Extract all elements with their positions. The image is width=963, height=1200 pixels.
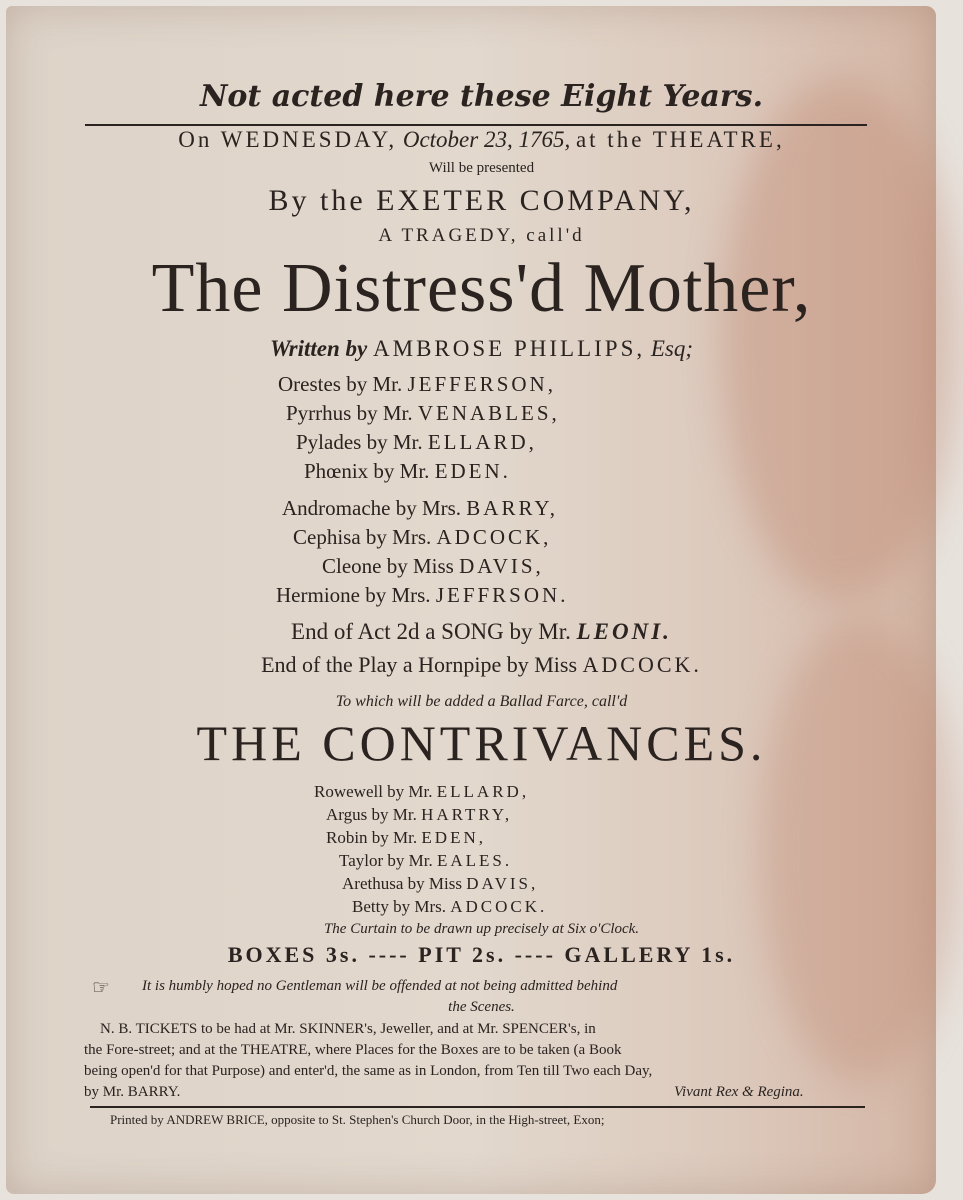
hornpipe-line <box>0 654 963 676</box>
cast-line <box>326 806 512 823</box>
hornpipe-text: End of the Play a Hornpipe by Miss <box>261 652 577 677</box>
cast-line <box>296 432 537 453</box>
farce-intro: To which will be added a Ballad Farce, call'd <box>335 693 628 710</box>
cast-role: Rowewell by Mr. <box>314 782 433 801</box>
play-title: The Distress'd Mother, <box>151 250 812 327</box>
vivant-line: Vivant Rex & Regina. <box>674 1084 804 1100</box>
nb-line: by Mr. BARRY. <box>84 1084 181 1100</box>
cast-actor: BARRY, <box>466 496 559 520</box>
cast-role: Arethusa by Miss <box>342 874 462 893</box>
cast-actor: EALES. <box>436 851 513 870</box>
header-line: Not acted here these Eight Years. <box>199 79 764 114</box>
cast-line <box>352 898 547 915</box>
song-singer: LEONI. <box>576 619 672 644</box>
cast-line <box>278 374 556 395</box>
footer-rule <box>90 1106 865 1108</box>
cast-role: Andromache by Mrs. <box>282 496 462 520</box>
farce-title: THE CONTRIVANCES. <box>196 715 767 771</box>
cast-role: Robin by Mr. <box>326 828 418 847</box>
cast-line <box>276 585 568 606</box>
notice-line-2: the Scenes. <box>448 999 515 1015</box>
cast-line <box>314 783 529 800</box>
date-date: October 23, 1765, <box>402 127 571 152</box>
date-line <box>0 128 963 151</box>
cast-line <box>322 556 544 577</box>
cast-role: Pylades by Mr. <box>296 430 423 454</box>
song-text: End of Act 2d a SONG by Mr. <box>291 619 571 644</box>
cast-actor: EDEN. <box>434 459 511 483</box>
cast-role: Cephisa by Mrs. <box>293 525 432 549</box>
cast-line <box>304 461 511 482</box>
company-line: By the EXETER COMPANY, <box>268 184 695 217</box>
nb-line: N. B. TICKETS to be had at Mr. SKINNER's, Jeweller, and at Mr. SPENCER's, in <box>100 1021 596 1037</box>
cast-actor: JEFFRSON. <box>435 583 569 607</box>
date-place: at the THEATRE, <box>575 127 785 152</box>
pointing-hand-icon: ☞ <box>92 977 110 999</box>
tragedy-line: A TRAGEDY, call'd <box>378 225 585 246</box>
cast-actor: VENABLES, <box>417 401 560 425</box>
cast-actor: ADCOCK. <box>450 897 548 916</box>
cast-actor: DAVIS, <box>466 874 539 893</box>
cast-line <box>326 829 486 846</box>
cast-role: Pyrrhus by Mr. <box>286 401 413 425</box>
author-prefix: Written by <box>269 336 368 361</box>
cast-actor: ELLARD, <box>436 782 530 801</box>
cast-actor: ADCOCK, <box>436 525 552 549</box>
notice-line: It is humbly hoped no Gentleman will be offended at not being admitted behind <box>142 978 618 994</box>
cast-role: Cleone by Miss <box>322 554 454 578</box>
nb-line: being open'd for that Purpose) and enter'd, the same as in London, from Ten till Two each Day, <box>84 1063 653 1079</box>
nb-line: the Fore-street; and at the THEATRE, where Places for the Boxes are to be taken (a Book <box>84 1042 622 1058</box>
cast-role: Argus by Mr. <box>326 805 417 824</box>
prices-line: BOXES 3s. ---- PIT 2s. ---- GALLERY 1s. <box>227 942 736 967</box>
cast-role: Betty by Mrs. <box>352 897 446 916</box>
printer-line: Printed by ANDREW BRICE, opposite to St. Stephen's Church Door, in the High-street, Exon; <box>110 1112 605 1127</box>
cast-line <box>339 852 512 869</box>
cast-actor: EDEN, <box>421 828 486 847</box>
hornpipe-dancer: ADCOCK. <box>582 652 702 677</box>
cast-actor: ELLARD, <box>427 430 537 454</box>
cast-role: Hermione by Mrs. <box>276 583 431 607</box>
header-rule <box>85 124 867 126</box>
cast-role: Phœnix by Mr. <box>304 459 430 483</box>
cast-line <box>342 875 538 892</box>
curtain-line: The Curtain to be drawn up precisely at Six o'Clock. <box>323 921 640 937</box>
author-line <box>0 337 963 360</box>
cast-actor: JEFFERSON, <box>407 372 556 396</box>
cast-actor: DAVIS, <box>459 554 544 578</box>
cast-line <box>286 403 560 424</box>
cast-line <box>282 498 558 519</box>
song-line <box>0 620 963 643</box>
cast-line <box>293 527 551 548</box>
cast-actor: HARTRY, <box>421 805 513 824</box>
author-suffix: Esq; <box>650 336 694 361</box>
author-name: AMBROSE PHILLIPS, <box>373 336 646 361</box>
presented-line: Will be presented <box>428 160 535 176</box>
cast-role: Taylor by Mr. <box>339 851 433 870</box>
date-day: On WEDNESDAY, <box>178 127 398 152</box>
cast-role: Orestes by Mr. <box>278 372 403 396</box>
